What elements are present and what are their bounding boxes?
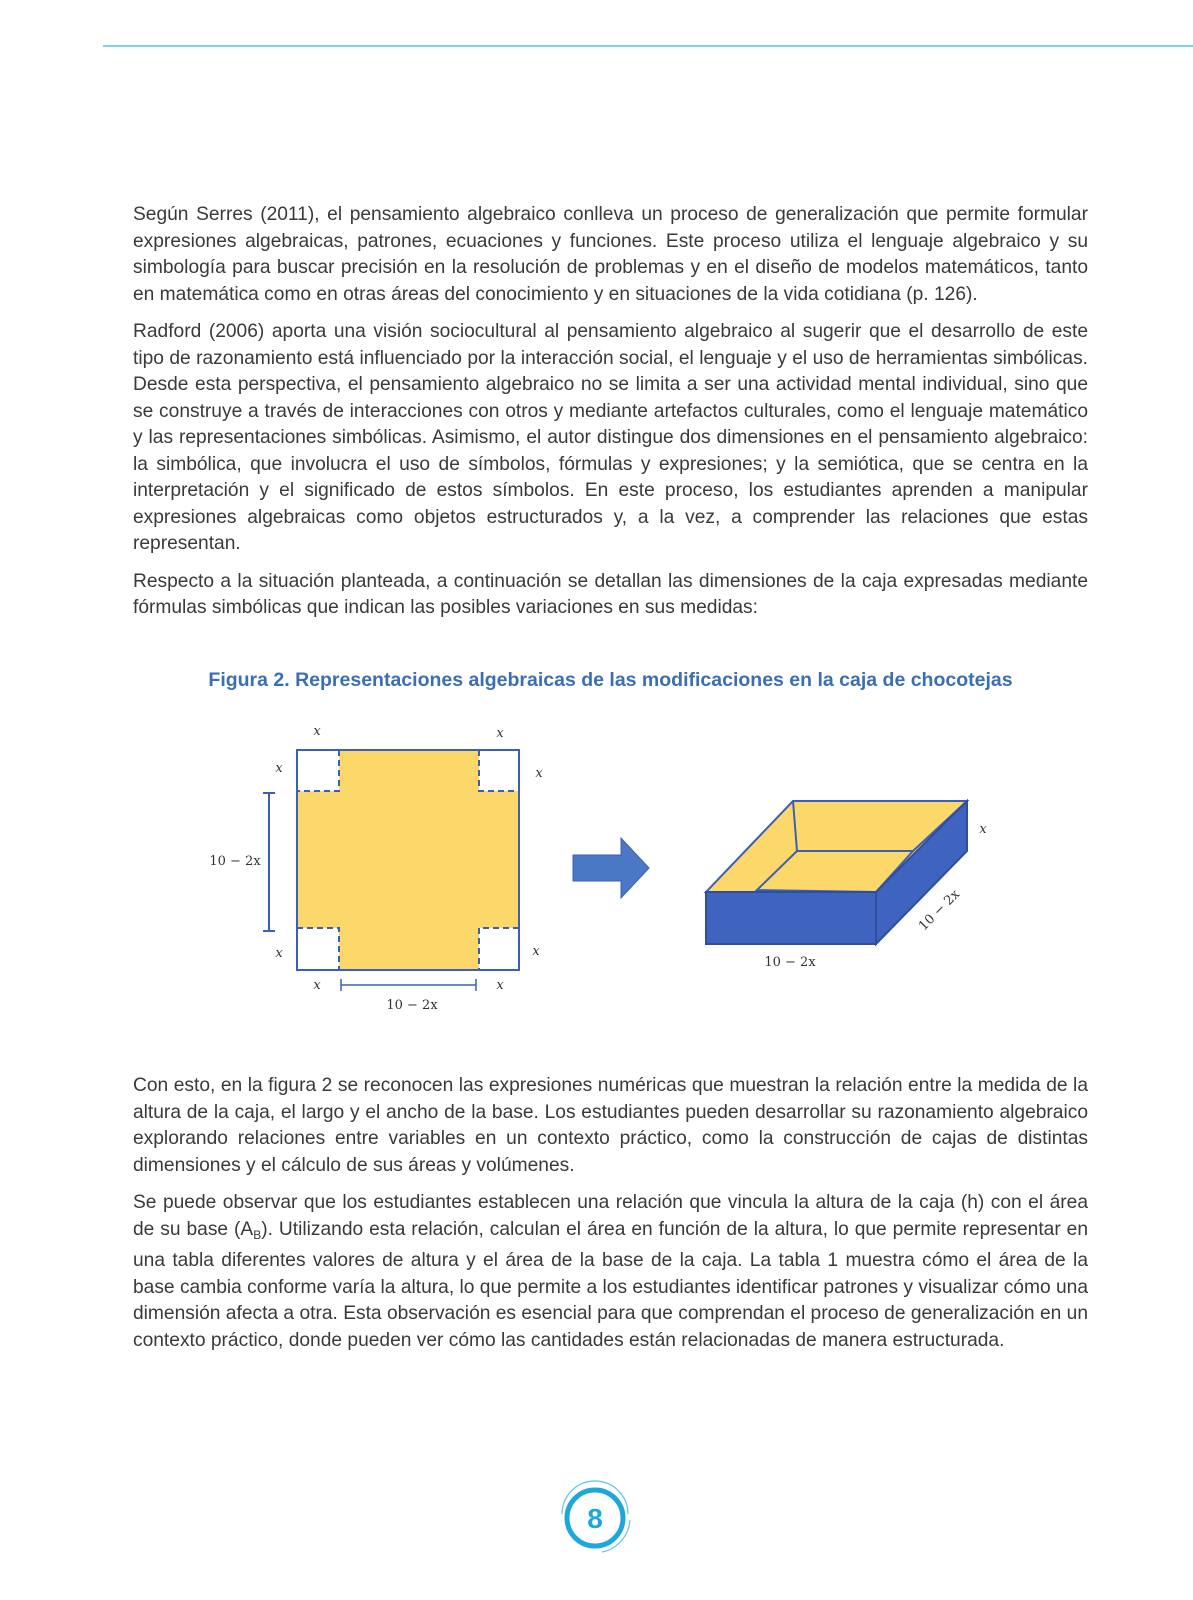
subscript-b: B — [253, 1227, 262, 1242]
label-x-right-lower: x — [532, 944, 540, 959]
paragraph-radford: Radford (2006) aporta una visión sociocultural al pensamiento algebraico al sugerir que el desarrollo de este tipo de razonamiento está influenciado por la interacción social, el lenguaje y el uso de herramientas simbólicas. Desde esta perspectiva, el pensamiento algebraico no se limita a ser una actividad mental individual, sino que se construye a través de interacciones con otros y mediante artefactos culturales, como el lenguaje matemático y las representaciones simbólicas. Asimismo, el autor distingue dos dimensiones en el pensamiento algebraico: la simbólica, que involucra el uso de símbolos, fórmulas y expresiones; y la semiótica, que se centra en la interpretación y el significado de estos símbolos. En este proceso, los estudiantes aprenden a manipular expresiones algebraicas como objetos estructurados y, a la vez, a comprender las relaciones que estas representan. — [133, 321, 1088, 554]
label-x-left-lower: x — [275, 946, 283, 961]
horizontal-dimension-line — [341, 979, 476, 991]
folded-box — [706, 801, 987, 970]
label-box-width: 10 − 2x — [916, 887, 963, 934]
label-x-top-right: x — [496, 726, 504, 741]
page-number: 8 — [587, 1503, 603, 1534]
figure-caption: Figura 2. Representaciones algebraicas de las modificaciones en la caja de chocotejas — [208, 669, 1013, 691]
paragraph-part-2: ). Utilizando esta relación, calculan el área en función de la altura, lo que permite representar en una tabla diferentes valores de altura y el área de la base de la caja. La tabla 1 muestra cómo el área de la base cambia conforme varía la altura, lo que permite a los estudiantes identificar patrones y visualizar cómo una dimensión afecta a otra. Esta observación es esencial para que comprendan el proceso de generalización en un contexto práctico, donde pueden ver cómo las cantidades están relacionadas de manera estructurada. — [133, 1218, 1088, 1351]
label-horizontal-dimension: 10 − 2x — [386, 998, 438, 1013]
label-x-top-left: x — [313, 724, 321, 739]
paragraph-relacion-altura-area — [133, 1190, 1088, 1354]
paragraph-figura-2: Con esto, en la figura 2 se reconocen las expresiones numéricas que muestran la relación entre la medida de la altura de la caja, el largo y el ancho de la base. Los estudiantes pueden desarrollar su razonamiento algebraico explorando relaciones entre variables en un contexto práctico, como la construcción de cajas de distintas dimensiones y el cálculo de sus áreas y volúmenes. — [133, 1075, 1088, 1176]
label-x-bottom-left: x — [313, 978, 321, 993]
page-number-badge — [554, 1476, 636, 1558]
paragraph-serres: Según Serres (2011), el pensamiento algebraico conlleva un proceso de generalización que permite formular expresiones algebraicas, patrones, ecuaciones y funciones. Este proceso utiliza el lenguaje algebraico y su simbología para buscar precisión en la resolución de problemas y en el diseño de modelos matemáticos, tanto en matemática como en otras áreas del conocimiento y en situaciones de la vida cotidiana (p. 126). — [133, 204, 1088, 305]
box-net — [209, 724, 543, 1013]
paragraph-part-1: Se puede observar que los estudiantes establecen una relación que vincula la altura de la caja (h) con el área de su base (A — [133, 1192, 1088, 1240]
figure-box-diagram — [200, 715, 1020, 1045]
body-text-bottom — [133, 1073, 1088, 1365]
label-vertical-dimension: 10 − 2x — [209, 854, 261, 869]
label-x-bottom-right: x — [496, 978, 504, 993]
vertical-dimension-line — [263, 793, 275, 931]
net-cross-shape — [297, 750, 519, 970]
paragraph-situacion: Respecto a la situación planteada, a continuación se detallan las dimensiones de la caja expresadas mediante fórmulas simbólicas que indican las posibles variaciones en sus medidas: — [133, 570, 1088, 618]
box-front-face — [706, 892, 876, 944]
label-x-left-upper: x — [275, 761, 283, 776]
body-text-top — [133, 202, 1088, 633]
label-box-height: x — [979, 822, 987, 837]
label-box-length: 10 − 2x — [764, 955, 816, 970]
transform-arrow-icon — [573, 838, 649, 898]
label-x-right-upper: x — [535, 766, 543, 781]
header-rule — [103, 45, 1193, 47]
